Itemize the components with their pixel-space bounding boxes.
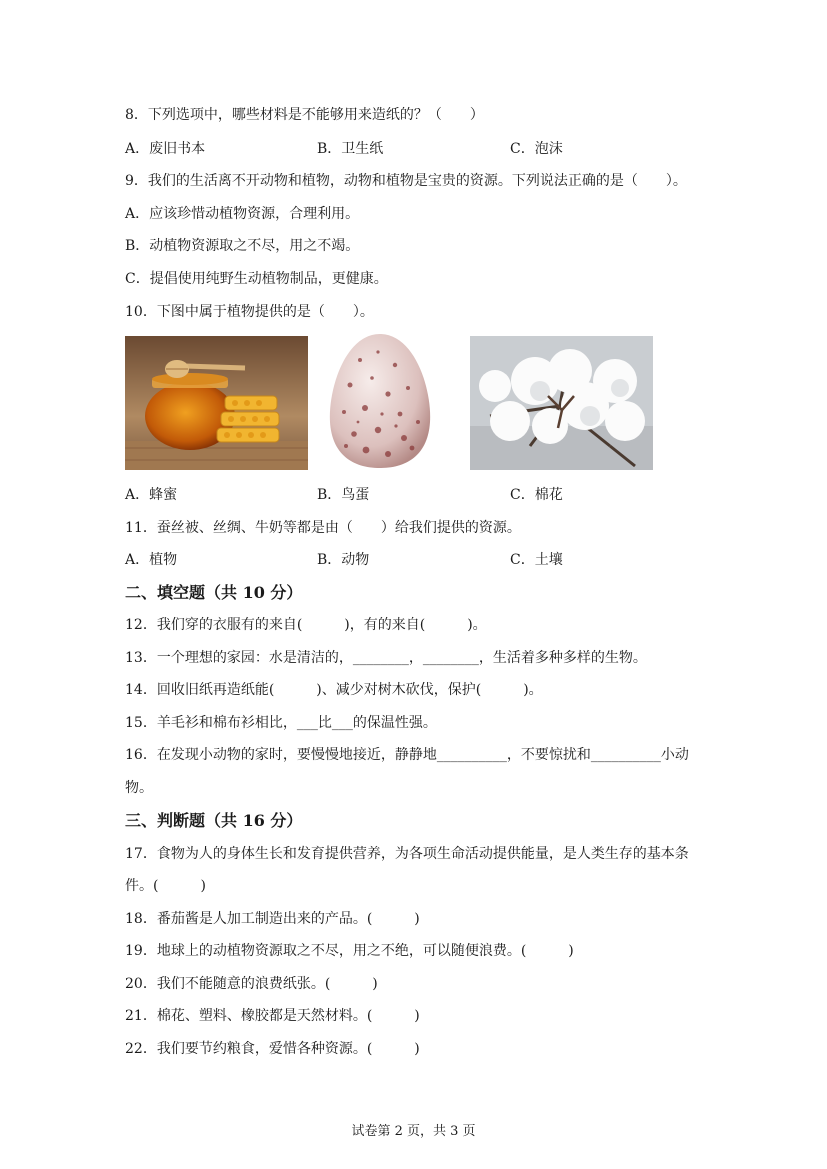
page-footer: 试卷第 2 页，共 3 页	[351, 1124, 476, 1139]
bird-egg-image	[320, 330, 440, 472]
question-17-line-1: 17．食物为人的身体生长和发育提供营养，为各项生命活动提供能量，是人类生存的基本条	[125, 846, 689, 862]
cotton-image	[470, 336, 653, 470]
question-10-stem: 10．下图中属于植物提供的是（ ）。	[125, 304, 374, 320]
question-8-option-a: A．废旧书本	[125, 141, 206, 157]
question-17-line-2: 件。( )	[125, 878, 206, 894]
question-9-option-b: B．动植物资源取之不尽，用之不竭。	[125, 238, 360, 254]
question-8-option-b: B．卫生纸	[317, 141, 384, 157]
question-20: 20．我们不能随意的浪费纸张。( )	[125, 976, 378, 992]
question-9-option-c: C．提倡使用纯野生动植物制品，更健康。	[125, 271, 388, 287]
section-2-heading: 二、填空题（共 10 分）	[125, 583, 303, 602]
section-3-heading: 三、判断题（共 16 分）	[125, 811, 303, 830]
question-9-option-a: A．应该珍惜动植物资源，合理利用。	[125, 206, 360, 222]
question-8-stem: 8．下列选项中，哪些材料是不能够用来造纸的？（ ）	[125, 107, 484, 123]
question-16-line-2: 物。	[125, 780, 153, 796]
question-22: 22．我们要节约粮食，爱惜各种资源。( )	[125, 1041, 420, 1057]
question-10-option-c: C．棉花	[510, 487, 563, 503]
question-16-line-1: 16．在发现小动物的家时，要慢慢地接近，静静地__________，不要惊扰和__________小动	[125, 747, 689, 763]
question-10-option-a: A．蜂蜜	[125, 487, 178, 503]
question-11-stem: 11．蚕丝被、丝绸、牛奶等都是由（ ）给我们提供的资源。	[125, 520, 521, 536]
question-11-option-c: C．土壤	[510, 552, 563, 568]
question-14: 14．回收旧纸再造纸能( )、减少对树木砍伐，保护( )。	[125, 682, 543, 698]
question-9-stem: 9．我们的生活离不开动物和植物，动物和植物是宝贵的资源。下列说法正确的是（ ）。	[125, 173, 687, 189]
honey-jar-image	[125, 336, 308, 470]
question-11-option-b: B．动物	[317, 552, 370, 568]
question-10-option-b: B．鸟蛋	[317, 487, 370, 503]
question-11-option-a: A．植物	[125, 552, 178, 568]
question-8-option-c: C．泡沫	[510, 141, 563, 157]
question-15: 15．羊毛衫和棉布衫相比，___比___的保温性强。	[125, 715, 437, 731]
question-12: 12．我们穿的衣服有的来自( )，有的来自( )。	[125, 617, 487, 633]
question-18: 18．番茄酱是人加工制造出来的产品。( )	[125, 911, 420, 927]
question-19: 19．地球上的动植物资源取之不尽，用之不绝，可以随便浪费。( )	[125, 943, 574, 959]
question-21: 21．棉花、塑料、橡胶都是天然材料。( )	[125, 1008, 420, 1024]
question-13: 13．一个理想的家园：水是清洁的，________，________，生活着多种多样的生物。	[125, 650, 647, 666]
